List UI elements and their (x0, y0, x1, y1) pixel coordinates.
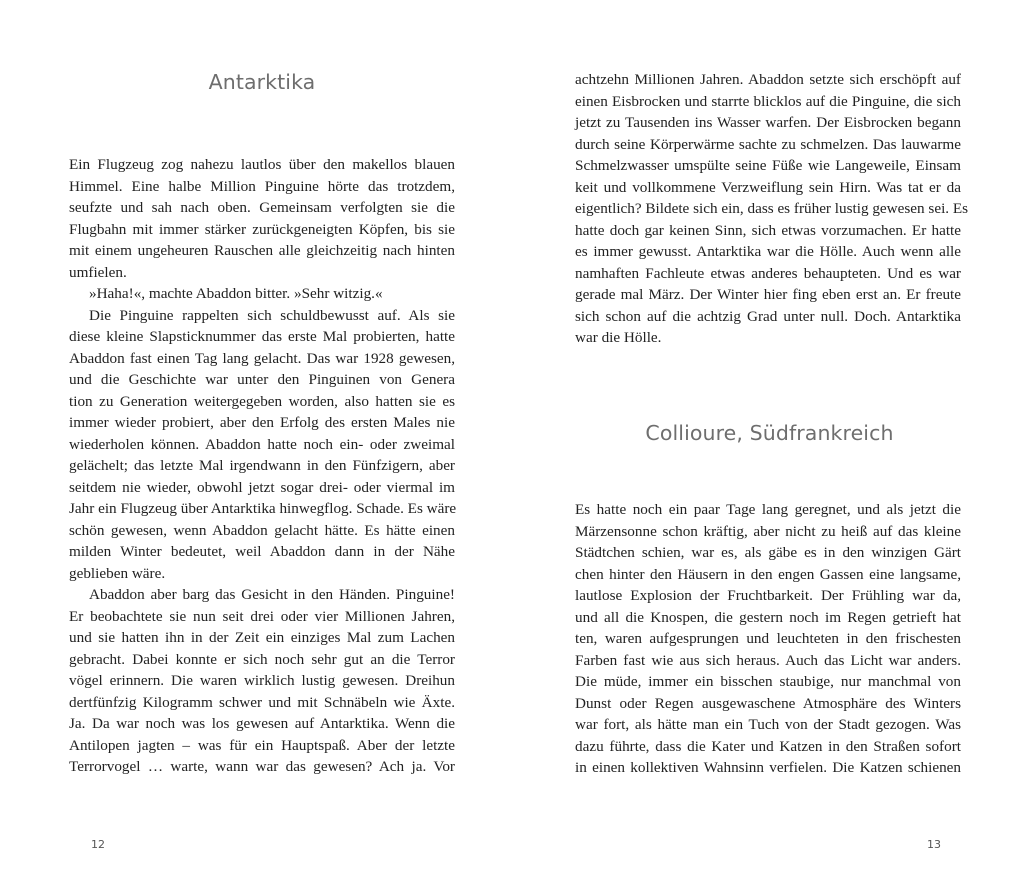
text-line: Terrorvogel … warte, wann war das gewesen? Ach ja. Vor (69, 758, 455, 775)
text-line: keit und vollkommene Verzweiflung sein Hirn. Was tat er da (575, 178, 961, 196)
text-line: eigentlich? Bildete sich ein, dass es früher lustig gewesen sei. Es (575, 200, 969, 217)
chapter-heading-collioure: Collioure, Südfrankreich (645, 421, 894, 445)
text-line: Märzensonne schon kräftig, aber nicht zu heiß auf das kleine (575, 522, 961, 540)
text-line: sich schon auf die achtzig Grad unter null. Doch. Antarktika (575, 307, 961, 325)
text-line: gebracht. Dabei konnte er sich noch sehr gut an die Terror (69, 650, 455, 668)
text-line: jetzt zu Tausenden ins Wasser warfen. Der Eisbrocken begann (575, 114, 961, 131)
text-line: Himmel. Eine halbe Million Pinguine hörte das trotzdem, (69, 177, 455, 195)
text-line: hatte doch gar keinen Sinn, sich etwas vorzumachen. Er hatte (575, 221, 961, 239)
text-line: lautlose Explosion der Fruchtbarkeit. Der Frühling war da, (575, 587, 961, 604)
text-line: dertfünfzig Kilogramm schwer und mit Schnäbeln wie Äxte. (69, 693, 455, 711)
text-line: Farben fast wie aus sich heraus. Auch das Licht war anders. (575, 651, 961, 669)
text-line: Schmelzwasser umspülte seine Füße wie Langeweile, Einsam (575, 157, 961, 174)
right-page-body-top (575, 69, 969, 349)
text-line: diese kleine Slapsticknummer das erste Mal probierten, hatte (69, 328, 455, 345)
text-line: Abaddon aber barg das Gesicht in den Händen. Pinguine! (89, 586, 455, 603)
page-number: 12 (91, 838, 105, 851)
text-line: milden Winter bedeutet, weil Abaddon dann in der Nähe (69, 543, 455, 560)
text-line: Die Pinguine rappelten sich schuldbewusst auf. Als sie (89, 306, 455, 324)
text-line: es immer gewusst. Antarktika war die Hölle. Auch wenn alle (575, 243, 961, 260)
right-page (517, 0, 1034, 880)
text-line: ten, waren aufgesprungen und leuchteten in den frischesten (575, 630, 961, 647)
text-line: Flugbahn mit immer stärker zurückgeneigten Köpfen, bis sie (69, 220, 455, 238)
text-line: und all die Knospen, die gestern noch im Regen getrieft hat (575, 608, 961, 626)
text-line: seitdem nie wieder, obwohl jetzt sogar drei- oder viermal im (69, 478, 455, 496)
text-line: Es hatte noch ein paar Tage lang geregnet, und als jetzt die (575, 501, 961, 518)
text-line: durch seine Körperwärme sachte zu schmelzen. Das lauwarme (575, 135, 961, 153)
left-page-body (69, 154, 455, 778)
text-line: dazu führte, dass die Kater und Katzen in den Straßen sofort (575, 737, 961, 755)
text-line: einen Eisbrocken und starrte blicklos auf die Pinguine, die sich (575, 92, 961, 110)
text-line: war fort, als hätte man ein Tuch von der Stadt gezogen. Was (575, 716, 961, 733)
text-line: in einen kollektiven Wahnsinn verfielen. Die Katzen schienen (575, 759, 961, 776)
text-line: vögel erinnern. Die waren wirklich lustig gewesen. Dreihun (69, 672, 455, 689)
text-line: seufzte und sah nach oben. Gemeinsam verfolgten sie die (69, 199, 455, 216)
text-line: Antilopen jagten – was für ein Hauptspaß. Aber der letzte (69, 736, 455, 754)
text-line: und die Geschichte war unter den Pinguinen von Genera (69, 371, 455, 388)
text-line: Ein Flugzeug zog nahezu lautlos über den makellos blauen (69, 156, 455, 173)
text-line: tion zu Generation weitergegeben worden, also hatten sie es (69, 392, 455, 410)
text-line: umfielen. (69, 263, 127, 281)
text-line: Abaddon fast einen Tag lang gelacht. Das war 1928 gewesen, (69, 349, 455, 367)
text-line: wiederholen können. Abaddon hatte noch ein- oder zweimal (69, 435, 455, 453)
text-line: Er beobachtete sie nun seit drei oder vier Millionen Jahren, (69, 607, 455, 625)
text-line: war die Hölle. (575, 329, 662, 346)
text-line: chen hinter den Häusern in den engen Gassen eine langsame, (575, 565, 961, 583)
text-line: Jahr ein Flugzeug über Antarktika hinwegflog. Schade. Es wäre (69, 500, 457, 517)
text-line: gelächelt; das letzte Mal irgendwann in den Fünfzigern, aber (69, 457, 455, 474)
text-line: Dunst oder Regen ausgewaschene Atmosphäre des Winters (575, 694, 961, 712)
text-line: immer wieder probiert, aber den Erfolg des ersten Males nie (69, 414, 455, 431)
text-line: namhaften Fachleute etwas anderes behaupteten. Und es war (575, 264, 961, 282)
text-line: gerade mal März. Der Winter hier fing eben erst an. Er freute (575, 286, 961, 303)
text-line: und sie hatten ihn in der Zeit ein einziges Mal zum Lachen (69, 629, 455, 646)
text-line: geblieben wäre. (69, 564, 166, 582)
text-line: Städtchen schien, war es, als gäbe es in den winzigen Gärt (575, 544, 961, 561)
text-line: mit einem ungeheuren Rauschen alle gleichzeitig nach hinten (69, 242, 455, 259)
page-number: 13 (927, 838, 941, 851)
text-line: Ja. Da war noch was los gewesen auf Antarktika. Wenn die (69, 715, 455, 732)
text-line: schön gewesen, wenn Abaddon gelacht hätte. Es hätte einen (69, 521, 455, 539)
chapter-heading-antarktika: Antarktika (208, 70, 316, 94)
text-line: Die müde, immer ein bisschen staubige, nur manchmal von (575, 673, 961, 690)
right-page-body-bottom (575, 499, 961, 779)
text-line: »Haha!«, machte Abaddon bitter. »Sehr witzig.« (89, 285, 383, 302)
text-line: achtzehn Millionen Jahren. Abaddon setzte sich erschöpft auf (575, 71, 961, 88)
